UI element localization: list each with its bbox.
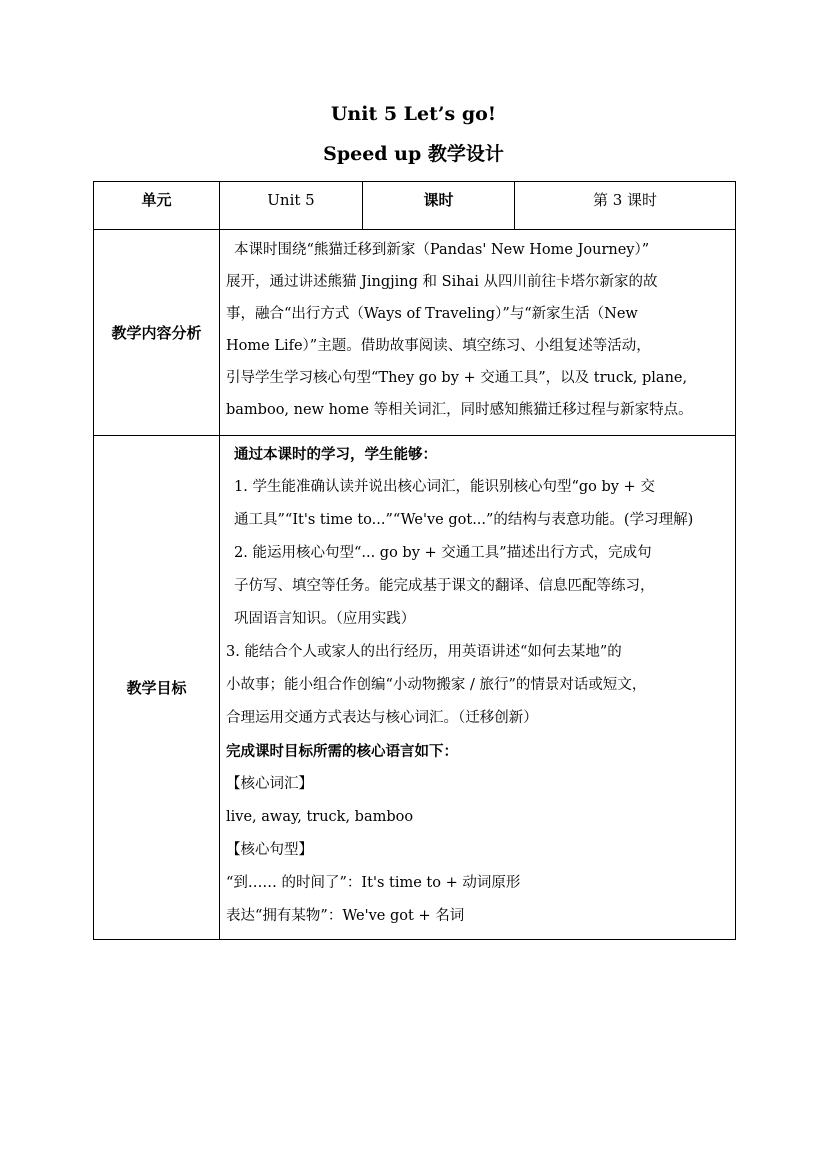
- document-title: Unit 5 Let’s go!: [330, 103, 497, 125]
- document-subtitle: Speed up 教学设计: [323, 143, 504, 165]
- sentence-pattern: 表达“拥有某物”：We've got + 名词: [226, 908, 465, 924]
- goals-intro: 通过本课时的学习，学生能够：: [234, 446, 437, 463]
- lesson-plan-table: [93, 181, 736, 940]
- lesson-value: 第 3 课时: [592, 191, 658, 209]
- goals-label: 教学目标: [94, 436, 220, 940]
- analysis-line: Home Life）”主题。借助故事阅读、填空练习、小组复述等活动，: [226, 338, 651, 354]
- analysis-line: 事，融合“出行方式（Ways of Traveling）”与“新家生活（New: [226, 306, 638, 322]
- lesson-label: 课时: [423, 191, 454, 209]
- goal-line: 合理运用交通方式表达与核心词汇。（迁移创新）: [226, 710, 538, 726]
- analysis-line: 展开，通过讲述熊猫 Jingjing 和 Sihai 从四川前往卡塔尔新家的故: [226, 274, 658, 290]
- goals-row: [94, 436, 736, 940]
- header-row: [94, 182, 736, 230]
- analysis-label: 教学内容分析: [94, 230, 220, 436]
- unit-value: Unit 5: [267, 191, 315, 209]
- goal-line: 巩固语言知识。（应用实践）: [234, 611, 416, 627]
- goal-line: 2. 能运用核心句型“... go by + 交通工具”描述出行方式，完成句: [234, 545, 652, 561]
- lesson-label-cell: [363, 182, 515, 230]
- goal-line: 子仿写、填空等任务。能完成基于课文的翻译、信息匹配等练习，: [234, 578, 655, 594]
- unit-label: 单元: [141, 191, 172, 209]
- unit-value-cell: [220, 182, 363, 230]
- vocab-list: live, away, truck, bamboo: [226, 809, 414, 825]
- vocab-header: 【核心词汇】: [226, 776, 313, 792]
- analysis-row: [94, 230, 736, 436]
- core-language-intro: 完成课时目标所需的核心语言如下：: [226, 743, 458, 760]
- goal-line: 1. 学生能准确认读并说出核心词汇，能识别核心句型“go by + 交: [234, 479, 655, 495]
- goal-line: 通工具”“It's time to...”“We've got...”的结构与表意功能。(学习理解): [234, 512, 694, 528]
- analysis-line: 引导学生学习核心句型“They go by + 交通工具”，以及 truck, plane,: [226, 370, 688, 386]
- analysis-line: 本课时围绕“熊猫迁移到新家（Pandas' New Home Journey）”: [234, 242, 650, 258]
- lesson-value-cell: [515, 182, 736, 230]
- analysis-line: bamboo, new home 等相关词汇，同时感知熊猫迁移过程与新家特点。: [226, 402, 693, 418]
- sentence-pattern: “到…… 的时间了”：It's time to + 动词原形: [226, 875, 521, 891]
- analysis-content: [220, 230, 736, 436]
- sentence-header: 【核心句型】: [226, 842, 313, 858]
- goal-line: 小故事；能小组合作创编“小动物搬家 / 旅行”的情景对话或短文，: [226, 677, 647, 693]
- goals-content: [220, 436, 736, 940]
- goal-line: 3. 能结合个人或家人的出行经历，用英语讲述“如何去某地”的: [226, 644, 622, 660]
- unit-label-cell: [94, 182, 220, 230]
